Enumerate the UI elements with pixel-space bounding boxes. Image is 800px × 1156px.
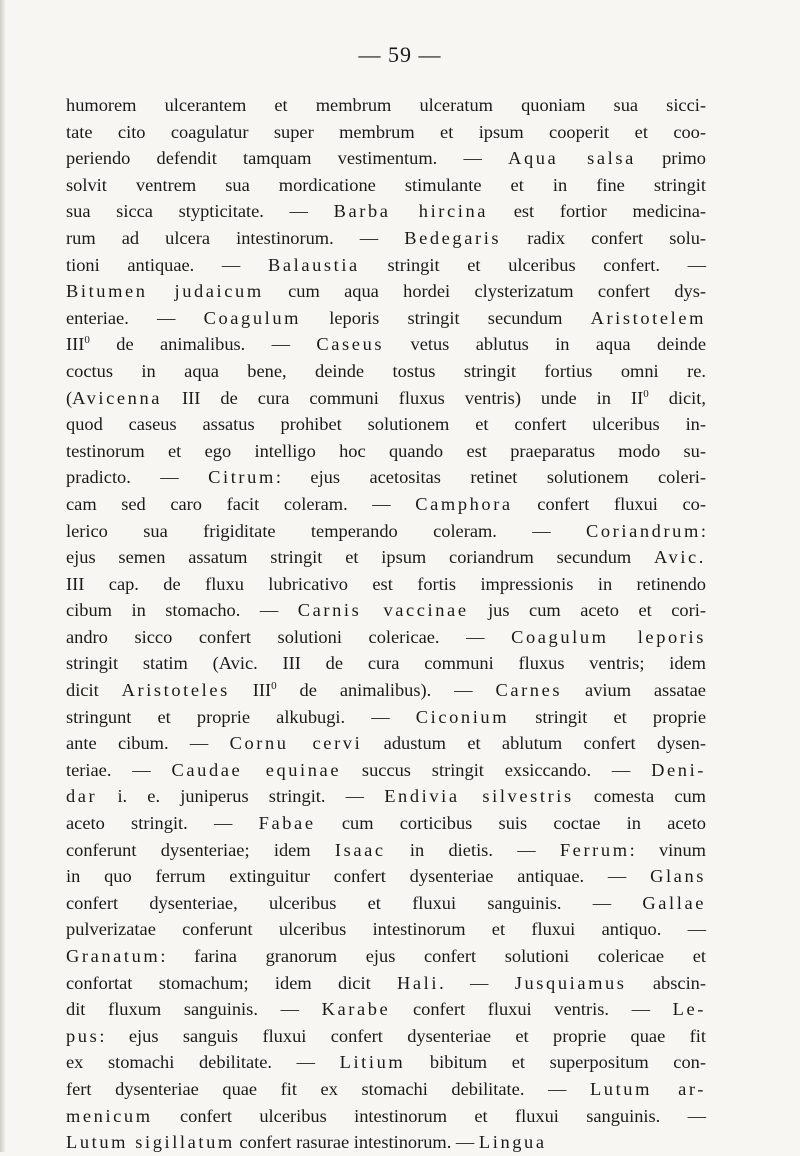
text-run: : (700, 520, 706, 541)
text-run: rum ad ulcera intestinorum. — (66, 227, 405, 248)
text-run: solvit ventrem sua mordicatione stimulante et in fine stringit (66, 174, 706, 195)
text-run: dit fluxum sanguinis. — (66, 999, 322, 1020)
text-run: ante cibum. — (66, 733, 230, 754)
text-run: stringit statim (Avic. III de cura communi fluxus ventris; idem (66, 653, 706, 674)
text-run: : ejus sanguis fluxui confert dysenteriae et proprie quae fit (99, 1025, 706, 1046)
text-run: coctus in aqua bene, deinde tostus stringit fortius omni re. (66, 360, 706, 381)
text-run: succus stringit exsiccando. — (341, 759, 652, 780)
text-run: in quo ferrum extinguitur confert dysenteriae antiquae. — (66, 866, 651, 887)
spaced-term: Aristoteles (121, 680, 230, 701)
text-line (66, 464, 706, 491)
text-run: cum corticibus suis coctae in aceto (315, 813, 706, 834)
text-line (66, 783, 706, 810)
text-run: cum aqua hordei clysterizatum confert dys- (263, 281, 706, 302)
text-line (66, 863, 706, 890)
text-run: III (66, 334, 85, 355)
text-line (66, 92, 706, 119)
text-run: vetus ablutus in aqua deinde (384, 334, 706, 355)
spaced-term: dar (66, 786, 98, 807)
spaced-term: Avic. (654, 547, 706, 568)
text-run: periendo defendit tamquam vestimentum. — (66, 148, 509, 169)
text-line (66, 544, 706, 571)
text-run: de animalibus. — (89, 334, 317, 355)
text-run: i. e. juniperus stringit. — (97, 786, 385, 807)
spaced-term: Ciconium (415, 706, 510, 727)
text-run: stringunt et proprie alkubugi. — (66, 706, 416, 727)
spaced-term: Bitumen judaicum (66, 281, 264, 302)
text-line (66, 943, 706, 970)
text-run: humorem ulcerantem et membrum ulceratum quoniam sua sicci- (66, 95, 706, 115)
spaced-term: Karabe (321, 999, 391, 1020)
spaced-term: Carnis vaccinae (297, 600, 469, 621)
spaced-term: Avicenna (72, 387, 163, 408)
text-line (66, 225, 706, 252)
spaced-term: Lingua (478, 1132, 547, 1153)
spaced-term: Deni- (651, 759, 707, 780)
text-run: sua sicca stypticitate. — (66, 201, 334, 222)
text-run: dicit (66, 680, 122, 701)
text-line (66, 385, 706, 412)
spaced-term: Lutum ar- (589, 1078, 706, 1099)
text-line (66, 145, 706, 172)
spaced-term: pus (66, 1025, 100, 1046)
text-run: cibum in stomacho. — (66, 600, 298, 621)
spaced-term: Granatum (66, 946, 161, 966)
text-line (66, 1023, 706, 1050)
spaced-term: Coagulum leporis (511, 626, 706, 647)
text-run: stringit et proprie (509, 706, 706, 727)
spaced-term: Ferrum (559, 839, 630, 860)
text-line (66, 172, 706, 199)
spaced-term: Aqua salsa (508, 148, 636, 169)
spaced-term: Endivia silvestris (384, 786, 574, 807)
text-line (66, 837, 706, 864)
text-run: teriae. — (66, 759, 172, 780)
spaced-term: Hali (397, 972, 440, 993)
superscript: 0 (84, 334, 90, 347)
text-run: jus cum aceto et cori- (468, 600, 706, 621)
text-run: pulverizatae conferunt ulceribus intestinorum et fluxui antiquo. — (66, 919, 706, 940)
text-line (66, 810, 706, 837)
text-run: cam sed caro facit coleram. — (66, 493, 416, 514)
text-line (66, 704, 706, 731)
text-line (66, 916, 706, 943)
spaced-term: Carnes (495, 680, 563, 701)
text-run: andro sicco confert solutioni colericae. — (66, 626, 512, 647)
spaced-term: Barba hircina (333, 201, 489, 222)
text-run: stringit et ulceribus confert. — (359, 254, 706, 275)
text-run: testinorum et ego intelligo hoc quando est praeparatus modo su- (66, 440, 706, 461)
spaced-term: Isaac (334, 839, 386, 860)
text-run: confert rasurae intestinorum. — (234, 1132, 479, 1153)
superscript: 0 (271, 680, 277, 693)
text-line (66, 278, 706, 305)
text-line (66, 970, 706, 997)
spaced-term: Balaustia (267, 254, 360, 275)
spaced-term: Caseus (316, 334, 385, 355)
text-run: ( (66, 387, 73, 408)
text-run: III de cura communi fluxus ventris) unde in II (162, 387, 644, 408)
text-line (66, 491, 706, 518)
text-run: avium assatae (562, 680, 706, 701)
text-run: de animalibus). — (276, 680, 496, 701)
text-run: pradicto. — (66, 467, 209, 488)
text-run: leporis stringit secundum (301, 307, 591, 328)
text-run: dicit, (648, 387, 706, 408)
text-run: confortat stomachum; idem dicit (66, 972, 398, 993)
text-line (66, 1076, 706, 1103)
text-line (66, 411, 706, 438)
text-line (66, 890, 706, 917)
text-run: abscin- (626, 972, 707, 993)
text-line (66, 358, 706, 385)
text-run: aceto stringit. — (66, 813, 259, 834)
text-line (66, 624, 706, 651)
text-run: : farina granorum ejus confert solutioni colericae et (160, 946, 706, 966)
spaced-term: Citrum (208, 467, 276, 488)
text-run: comesta cum (573, 786, 706, 807)
text-run: radix confert solu- (501, 227, 707, 248)
text-run: tioni antiquae. — (66, 254, 268, 275)
text-line (66, 438, 706, 465)
text-run: conferunt dysenteriae; idem (66, 839, 335, 860)
spaced-term: Coriandrum (586, 520, 701, 541)
spaced-term: Litium (339, 1052, 406, 1073)
text-run: adustum et ablutum confert dysen- (362, 733, 706, 754)
text-line (66, 252, 706, 279)
text-run: in dietis. — (385, 839, 560, 860)
text-run: III cap. de fluxu lubricativo est fortis impressionis in retinendo (66, 573, 706, 594)
text-run: confert dysenteriae, ulceribus et fluxui sanguinis. — (66, 892, 643, 913)
spaced-term: Jusquiamus (514, 972, 627, 993)
spaced-term: Glans (650, 866, 706, 887)
text-run: ex stomachi debilitate. — (66, 1052, 340, 1073)
text-run: bibitum et superpositum con- (405, 1052, 706, 1073)
spaced-term: menicum (66, 1105, 153, 1126)
superscript: 0 (643, 387, 649, 400)
text-run: est fortior medicina- (488, 201, 706, 222)
spaced-term: Le- (672, 999, 706, 1020)
text-run: fert dysenteriae quae fit ex stomachi debilitate. — (66, 1078, 590, 1099)
spaced-term: Aristotelem (590, 307, 707, 328)
text-line (66, 518, 706, 545)
page-number: — 59 — (358, 42, 442, 67)
text-run: ejus semen assatum stringit et ipsum coriandrum secundum (66, 547, 655, 568)
text-run: lerico sua frigiditate temperando coleram. — (66, 520, 586, 541)
text-line (66, 1049, 706, 1076)
spaced-term: Gallae (642, 892, 706, 913)
text-run: . — (439, 972, 515, 993)
text-line (66, 198, 706, 225)
page-edge (0, 0, 6, 1152)
text-line (66, 305, 706, 332)
text-line (66, 757, 706, 784)
text-line (66, 119, 706, 146)
spaced-term: Caudae equinae (171, 759, 342, 780)
text-line (66, 996, 706, 1023)
spaced-term: Bedegaris (404, 227, 502, 248)
text-line (66, 331, 706, 358)
spaced-term: Camphora (415, 493, 513, 514)
body-text (66, 92, 706, 1156)
text-run: III (229, 680, 272, 701)
text-line (66, 1103, 706, 1130)
spaced-term: Cornu cervi (229, 733, 363, 754)
text-run: enteriae. — (66, 307, 204, 328)
spaced-term: Fabae (258, 813, 316, 834)
spaced-term: Lutum sigillatum (66, 1132, 235, 1153)
text-run: : ejus acetositas retinet solutionem coleri- (275, 467, 706, 488)
spaced-term: Coagulum (203, 307, 302, 328)
text-run: confert fluxui co- (512, 493, 706, 514)
text-run: primo (635, 148, 706, 169)
text-run: : vinum (629, 839, 706, 860)
text-line (66, 730, 706, 757)
text-run: quod caseus assatus prohibet solutionem et confert ulceribus in- (66, 414, 706, 435)
text-line (66, 677, 706, 704)
text-run: tate cito coagulatur super membrum et ipsum cooperit et coo- (66, 121, 706, 142)
text-line (66, 650, 706, 677)
text-line (66, 571, 706, 598)
text-run: confert fluxui ventris. — (390, 999, 673, 1020)
text-run: confert ulceribus intestinorum et fluxui sanguinis. — (152, 1105, 706, 1126)
text-line (66, 597, 706, 624)
